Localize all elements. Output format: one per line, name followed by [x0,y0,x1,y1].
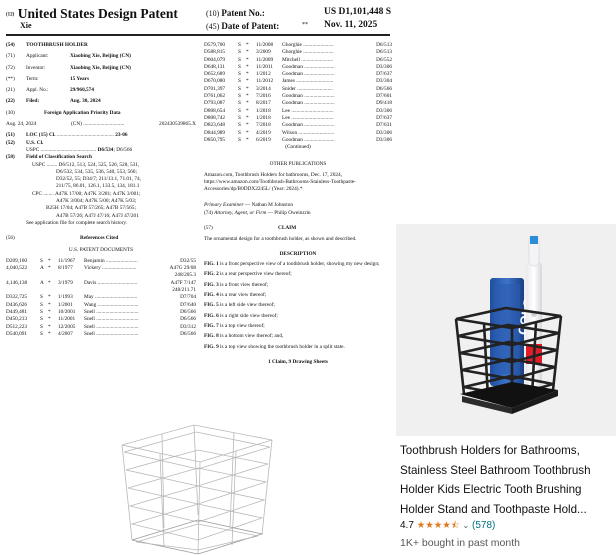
patent-date-line [206,20,378,31]
reference-name: Lee ................................ [282,114,334,121]
dot-leader: ........................................... [56,132,114,139]
uspc-label: USPC [26,146,40,153]
classification-search-label: Field of Classification Search [26,154,92,161]
reference-date: 11/1967 [58,257,76,264]
reference-no: D793,087 [204,100,226,107]
reference-name: Goodman ....................... [282,71,335,78]
reference-name: Wilson ........................... [282,129,335,136]
classification-line: D6/532, 534, 535, 536, 540, 553, 566; [56,168,137,175]
patent-date: Nov. 11, 2025 [324,20,378,30]
reference-date: 11/2012 [256,78,274,85]
reference-no: D652,689 [204,71,226,78]
reference-cls: D7/601 [376,93,392,100]
claim-title: CLAIM [278,225,297,232]
patent-number-line [206,7,392,18]
reference-k: S [40,316,43,323]
reference-k: S [238,114,241,121]
reference-date: 4/2019 [256,129,271,136]
patent-number: US D1,101,448 S [324,7,392,17]
figure-description [204,302,392,309]
inid-code: (45) [206,22,220,31]
reference-star: * [246,63,249,70]
figure-label: FIG. 9 [204,343,219,350]
reference-name: Goodman ....................... [282,93,335,100]
reference-star: * [246,85,249,92]
header-inventor-name: Xie [20,21,32,30]
patent-title-text: United States Design Patent [17,6,178,21]
inid-code: (56) [6,235,15,242]
reference-date: 10/2001 [58,308,76,315]
continued-note: (Continued) [285,144,311,151]
field-appl-no [6,87,196,94]
reference-name: Goodman ....................... [282,136,335,143]
reference-star: * [246,100,249,107]
reference-cls: D7/704 [180,294,196,301]
reference-date: 1/2001 [58,301,73,308]
reference-row [204,86,392,93]
reference-cls: D6/566 [180,330,196,337]
reference-star: * [246,42,249,48]
field-filed [6,98,196,105]
reference-cls: D3/306 [376,107,392,114]
reference-k: S [238,107,241,114]
figure-text: is a front perspective view of a toothbrush holder, showing my new design; [218,261,380,268]
reference-row [204,64,392,71]
inid-code: (54) [6,42,15,48]
reference-date: 1/2012 [256,71,271,78]
reference-star: * [246,93,249,100]
reference-row [204,108,392,115]
figure-description [204,313,392,320]
reference-no: D436,626 [6,301,28,308]
figure-label: FIG. 5 [204,302,219,309]
reference-name: Benjamin ........................ [84,257,138,264]
patent-no-label: Patent No.: [221,8,265,18]
inid-code: (**) [6,75,15,82]
other-publications-title: OTHER PUBLICATIONS [269,161,327,168]
classification-line: USPC ........ D6/512, 513, 524, 525, 526, 528, 531, [32,161,140,168]
reference-no: D701,397 [204,85,226,92]
term-value: 15 Years [70,75,90,82]
reference-row [204,115,392,122]
figure-label: FIG. 6 [204,312,219,319]
reference-name: Snider ........................... [282,85,333,92]
reference-date: 12/2005 [58,323,76,330]
reference-no: D579,700 [204,42,226,48]
us-patent-docs-title: U.S. PATENT DOCUMENTS [68,246,134,253]
inid-code: (30) [6,109,15,116]
reference-k: S [238,93,241,100]
figure-label: FIG. 8 [204,333,219,340]
review-count-link[interactable]: (578) [472,520,496,531]
term-label: Term: [26,75,39,82]
reference-name: Snell ................................ [84,308,139,315]
reference-date: 3/2014 [256,85,271,92]
rating-row[interactable] [400,518,495,534]
reference-row [6,280,196,287]
reference-star: * [48,279,51,286]
reference-date: 11/2001 [58,316,76,323]
reference-cls: D6/566 [376,85,392,92]
priority-country: (CN) ............................... [71,121,125,128]
reference-name: Snell ................................ [84,323,139,330]
reference-cls: A47G 29/08 [169,265,196,272]
field-title [6,42,196,49]
search-history-note: See application file for complete search history. [26,219,127,226]
loc-label: LOC (15) Cl. [26,132,56,139]
reference-cls: D7/640 [180,301,196,308]
figure-text: is a top view thereof; [218,322,265,329]
figure-text: is a rear perspective view thereof; [218,271,292,278]
reference-row [6,331,196,338]
reference-cls: D7/637 [376,71,392,78]
applicant-value: Xiaobing Xie, Beijing (CN) [70,53,131,60]
reference-star: * [246,107,249,114]
patent-drawing [112,400,282,555]
reference-name: Snell ................................ [84,316,139,323]
figure-text: is a right side view thereof; [218,312,278,319]
figure-text: is a top view showing the toothbrush holder in a split state. [218,343,345,350]
figure-label: FIG. 4 [204,292,219,299]
reference-star: * [246,122,249,129]
inid-code: (51) [6,132,15,139]
reference-date: 11/2008 [256,42,274,48]
reference-k: S [238,122,241,129]
figure-label: FIG. 7 [204,322,219,329]
reference-star: * [48,294,51,301]
reference-no: D648,131 [204,63,226,70]
reference-name: James ............................ [282,78,334,85]
reference-star: * [246,78,249,85]
reference-row [6,309,196,316]
reference-date: 11/2011 [256,63,273,70]
reference-cls: D7/631 [376,122,392,129]
reference-date: 3/1979 [58,279,73,286]
figure-descriptions [204,261,392,351]
reference-star: * [48,308,51,315]
uspc-primary: D6/534 [97,146,114,153]
inid-code: (57) [204,225,213,232]
reference-no: D540,091 [6,330,28,337]
figure-label: FIG. 1 [204,261,219,268]
reference-star: * [48,265,51,272]
rating-value: 4.7 [400,520,414,531]
inid-code: (10) [206,9,220,18]
description-title: DESCRIPTION [279,250,317,257]
reference-date: 1/2018 [256,114,271,121]
left-reference-list [6,258,196,338]
patent-left-column [6,42,196,338]
reference-name: Ghorghie ....................... [282,49,334,56]
reference-name: Goodman ....................... [282,63,335,70]
reference-cls: D3/306 [376,129,392,136]
figure-text: is a rear view thereof; [218,292,267,299]
reference-no: D512,223 [6,323,28,330]
reference-no: 4,040,522 [6,265,28,272]
reference-row [204,130,392,137]
reference-no: D209,160 [6,257,28,264]
inid-code: (22) [6,98,15,105]
claim-text: The ornamental design for a toothbrush holder, as shown and described. [204,235,357,242]
filed-label: Filed: [26,98,40,105]
reference-star: * [246,114,249,121]
priority-entry [6,121,196,128]
appl-label: Appl. No.: [26,87,49,94]
reference-no: D823,648 [204,122,226,129]
inid-code: (58) [6,154,15,161]
reference-row [204,49,392,56]
field-references [6,235,196,242]
product-image[interactable] [396,224,616,436]
inid-code: (72) [6,64,15,71]
right-reference-list [204,42,392,144]
reference-row [6,302,196,309]
attorney-line [204,210,392,217]
reference-cls: D6/513 [376,42,392,48]
reference-no: D850,795 [204,136,226,143]
inventor-value: Xiaobing Xie, Beijing (CN) [70,64,131,71]
reference-cls: D6/566 [180,316,196,323]
reference-k: S [40,323,43,330]
inid-code: (21) [6,87,15,94]
reference-row [204,100,392,107]
reference-subclass: 248/205.3 [174,272,196,279]
reference-no: D844,989 [204,129,226,136]
reference-star: * [48,323,51,330]
classification-line: A47K 3/004; A47K 5/00; A47K 5/03; [56,198,137,205]
field-term [6,76,196,83]
reference-name: Goodman ....................... [282,122,335,129]
priority-number: 202430539865.X [159,121,196,128]
reference-date: 6/2019 [256,136,271,143]
reference-cls: D3/306 [376,136,392,143]
us-cl-label: U.S. Cl. [26,139,44,146]
patent-type-title [6,6,178,22]
figure-description [204,271,392,278]
reference-date: 8/1977 [58,265,73,272]
primary-examiner-label: Primary Examiner [204,201,244,208]
reference-k: S [40,301,43,308]
reference-no: D761,062 [204,93,226,100]
figure-description [204,333,392,340]
figure-text: is a bottom view thereof; and, [218,333,284,340]
reference-subclass: 248/211.71 [172,287,196,294]
reference-star: * [246,49,249,56]
reference-k: S [40,257,43,264]
reference-name: Goodman ....................... [282,100,335,107]
reference-k: S [238,100,241,107]
reference-cls: D32/55 [180,257,196,264]
figure-label: FIG. 3 [204,281,219,288]
patent-right-column [204,42,392,366]
reference-date: 11/2009 [256,56,274,63]
reference-row [204,122,392,129]
figure-description [204,344,392,351]
reference-k: S [40,294,43,301]
reference-star: * [48,316,51,323]
claim-heading [204,225,392,232]
patent-header [6,6,390,36]
reference-name: Ghorghie ....................... [282,42,334,48]
field-loc [6,132,196,139]
figure-text: is a front view thereof; [218,281,269,288]
field-classification-search [6,154,196,161]
star-rating-icon[interactable]: ★★★★⯪ [416,520,460,531]
reference-name: Davis .............................. [84,279,138,286]
appl-value: 29/960,574 [70,87,94,94]
reference-name: Snell ................................ [84,330,139,337]
priority-date: Aug. 24, 2024 [6,121,37,128]
reference-row [204,93,392,100]
field-applicant [6,53,196,60]
reference-name: Vickery .......................... [84,265,137,272]
reference-k: A [40,265,44,272]
reference-k: S [238,42,241,48]
reference-k: S [40,330,43,337]
primary-examiner-line [204,202,392,209]
toothbrush-holder-photo [396,224,616,436]
inid-code: (74) [204,209,213,216]
reference-k: S [238,129,241,136]
reference-k: A [40,279,44,286]
reference-cls: D3/304 [376,78,392,85]
reference-row [204,71,392,78]
date-marks: ** [302,22,308,28]
classification-line: A47B 57/26; A47J 47/16; A47J 47/201 [56,212,139,219]
classification-line: B25H 17/04; A47B 57/265; A47B 57/565; [46,205,136,212]
reference-name: Mitchell ........................ [282,56,334,63]
inid-code: (71) [6,53,15,60]
reference-cls: D6/552 [376,56,392,63]
foreign-priority-title: Foreign Application Priority Data [44,109,121,116]
other-publications-text: Amazon.com, Toothbrush Holders for bathrooms, Dec. 17, 2024, https://www.amazon.com/Toothbrush-Bathrooms-Stainless-Toothpaste-Accessories/dp/B0DDX2245L/ (Year: 2024).* [204,171,356,193]
reference-date: 8/2017 [256,100,271,107]
reference-no: D808,654 [204,107,226,114]
reference-star: * [48,257,51,264]
reference-k: S [238,63,241,70]
reference-no: 4,146,138 [6,279,28,286]
figure-label: FIG. 2 [204,271,219,278]
bought-past-month: 1K+ bought in past month [400,537,520,549]
reference-cls: D9/418 [376,100,392,107]
reference-cls: D3/306 [376,63,392,70]
field-us-cl [6,140,196,147]
reference-row [6,324,196,331]
reference-star: * [48,301,51,308]
reference-date: 4/2007 [58,330,73,337]
reference-cls: D6/513 [376,49,392,56]
reference-no: D604,079 [204,56,226,63]
reference-k: S [238,71,241,78]
reference-no: D332,725 [6,294,28,301]
reference-k: S [238,49,241,56]
reference-k: S [40,308,43,315]
reference-cls: D7/637 [376,114,392,121]
reference-name: Wang ............................... [84,301,139,308]
dot-leader: .......................................... [40,146,97,153]
reference-star: * [246,129,249,136]
reference-row [204,57,392,64]
reference-k: S [238,78,241,85]
design-title: TOOTHBRUSH HOLDER [26,42,88,48]
figure-description [204,292,392,299]
reference-row [6,294,196,301]
reference-row [6,316,196,323]
reference-k: S [238,136,241,143]
reference-row [204,78,392,85]
reference-row [6,265,196,272]
claims-sheets-note: 1 Claim, 9 Drawing Sheets [268,358,328,365]
figure-description [204,323,392,330]
figure-description [204,282,392,289]
reference-cls: D3/312 [180,323,196,330]
classification-line: CPC ........ A47K 17/00; A47K 3/281; A47K 3/001; [32,190,141,197]
applicant-label: Applicant: [26,53,49,60]
reference-date: 7/2016 [256,93,271,100]
inid-code: (12) [6,12,15,18]
product-card[interactable] [396,0,616,555]
inid-code: (52) [6,139,15,146]
filed-value: Aug. 30, 2024 [70,98,101,105]
reference-k: S [238,85,241,92]
figure-text: is a left side view thereof; [218,302,275,309]
product-title[interactable]: Toothbrush Holders for Bathrooms, Stainless Steel Bathroom Toothbrush Holder Kids Electric Tooth Brushing Holder Stand and Toothpaste Hold... [400,444,591,516]
inventor-label: Inventor: [26,64,46,71]
reference-name: Lee ................................ [282,107,334,114]
reference-no: D808,742 [204,114,226,121]
reference-date: 3/2009 [256,49,271,56]
uspc-secondary: ; D6/566 [113,146,133,153]
reference-date: 1/2018 [256,107,271,114]
reference-name: May ................................ [84,294,138,301]
reference-star: * [246,136,249,143]
loc-value: 23-06 [115,132,128,139]
reference-star: * [48,330,51,337]
attorney-value: — Philip Oweinzrin [266,209,311,216]
reference-date: 7/2018 [256,122,271,129]
chevron-down-icon[interactable]: ⌄ [462,521,470,530]
field-inventor [6,65,196,72]
reference-no: D670,080 [204,78,226,85]
attorney-label: Attorney, Agent, or Firm [214,209,267,216]
classification-line: D32/52, 55; D34/7; 211/13.1, 71.01, 74, [56,176,141,183]
field-foreign-priority [6,110,196,117]
reference-row [6,258,196,265]
classification-line: 211/75, 86.01, 126.1, 133.5, 134, 181.1 [56,183,140,190]
reference-no: D449,481 [6,308,28,315]
reference-no: D450,213 [6,316,28,323]
date-label: Date of Patent: [221,21,280,31]
reference-cls: D6/566 [180,308,196,315]
reference-k: S [238,56,241,63]
references-title: References Cited [80,235,119,242]
reference-star: * [246,71,249,78]
reference-row [204,42,392,49]
reference-star: * [246,56,249,63]
primary-examiner-value: — Nathan M Johnston [243,201,294,208]
reference-no: D588,815 [204,49,226,56]
figure-description [204,261,392,268]
reference-date: 1/1993 [58,294,73,301]
reference-cls: A47F 7/147 [170,279,196,286]
